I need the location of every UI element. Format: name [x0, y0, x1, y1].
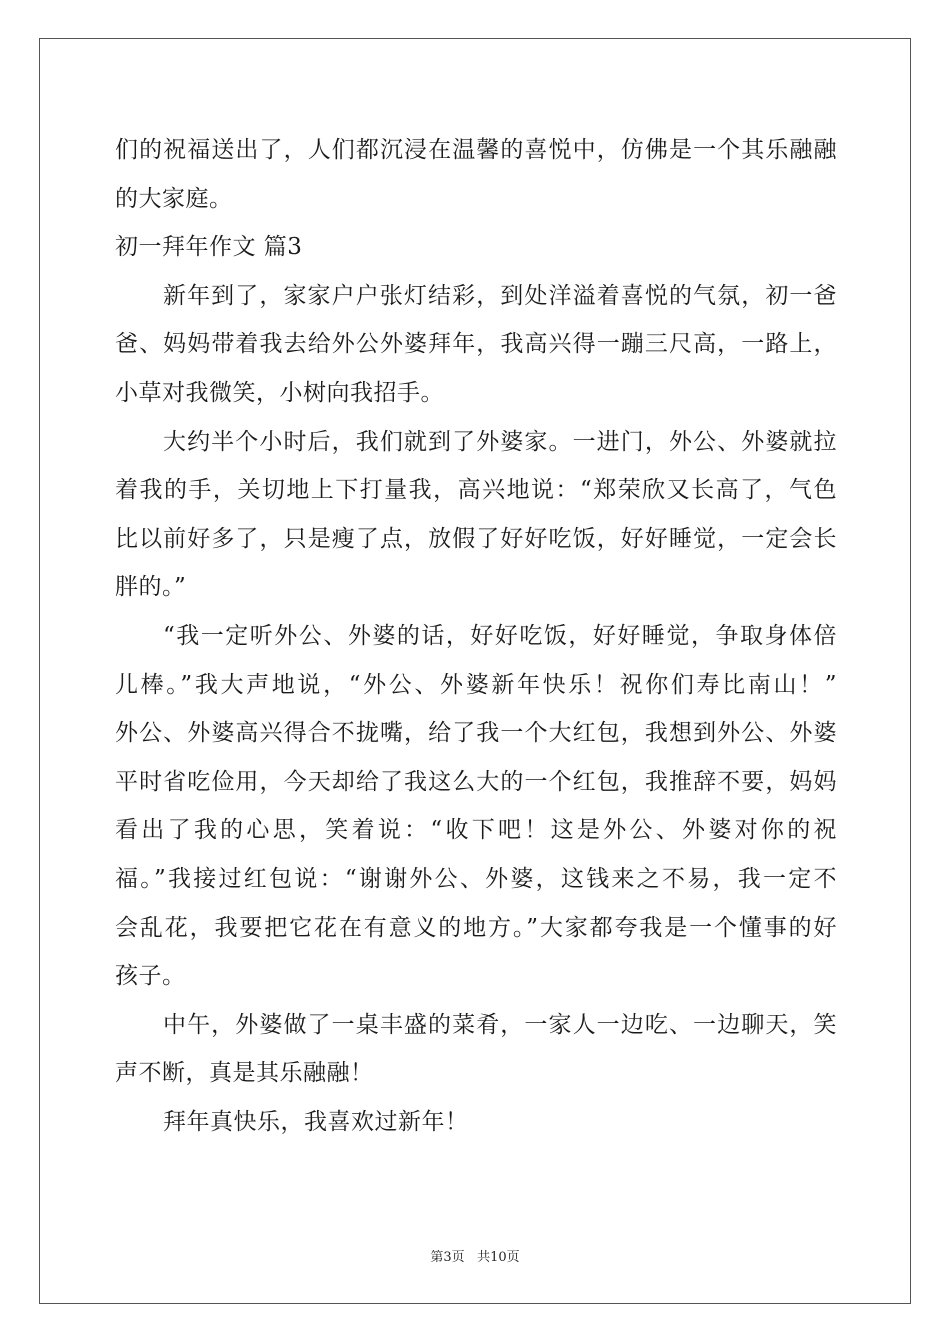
text-line: 外公、外婆高兴得合不拢嘴，给了我一个大红包，我想到外公、外婆	[115, 720, 837, 747]
text-line: 平时省吃俭用，今天却给了我这么大的一个红包，我推辞不要，妈妈	[115, 768, 837, 795]
text-line: 声不断，真是其乐融融！	[115, 1060, 374, 1087]
paragraph	[115, 272, 837, 418]
text-line: 们的祝福送出了，人们都沉浸在温馨的喜悦中，仿佛是一个其乐融融	[115, 137, 837, 163]
text-line: 的大家庭。	[115, 185, 233, 212]
text-line: 会乱花，我要把它花在有意义的地方。”大家都夸我是一个懂事的好	[115, 914, 837, 941]
page-number: 第3页	[430, 1250, 465, 1265]
paragraph-continuation	[115, 126, 837, 223]
text-line: “我一定听外公、外婆的话，好好吃饭，好好睡觉，争取身体倍	[163, 622, 837, 649]
text-line: 看出了我的心思，笑着说：“收下吧！这是外公、外婆对你的祝	[115, 817, 837, 844]
text-line: 中午，外婆做了一桌丰盛的菜肴，一家人一边吃、一边聊天，笑	[163, 1011, 837, 1038]
text-line: 爸、妈妈带着我去给外公外婆拜年，我高兴得一蹦三尺高，一路上，	[115, 331, 837, 358]
text-line: 孩子。	[115, 963, 186, 990]
paragraph	[115, 418, 837, 612]
document-body	[115, 126, 837, 1146]
text-line: 新年到了，家家户户张灯结彩，到处洋溢着喜悦的气氛，初一爸	[163, 282, 837, 309]
text-line: 着我的手，关切地上下打量我，高兴地说：“郑荣欣又长高了，气色	[115, 477, 837, 504]
text-line: 比以前好多了，只是瘦了点，放假了好好吃饭，好好睡觉，一定会长	[115, 525, 837, 552]
section-heading: 初一拜年作文 篇3	[115, 234, 303, 261]
text-line: 儿棒。”我大声地说，“外公、外婆新年快乐！祝你们寿比南山！”	[115, 671, 837, 698]
text-line: 胖的。”	[115, 574, 187, 601]
paragraph	[115, 1098, 837, 1147]
text-line: 小草对我微笑，小树向我招手。	[115, 379, 444, 406]
paragraph	[115, 612, 837, 1001]
page-total: 共10页	[477, 1250, 520, 1265]
text-line: 福。”我接过红包说：“谢谢外公、外婆，这钱来之不易，我一定不	[115, 865, 837, 892]
page-footer	[0, 1246, 950, 1265]
text-line: 大约半个小时后，我们就到了外婆家。一进门，外公、外婆就拉	[163, 428, 837, 455]
text-line: 拜年真快乐，我喜欢过新年！	[163, 1108, 469, 1135]
paragraph	[115, 1001, 837, 1098]
